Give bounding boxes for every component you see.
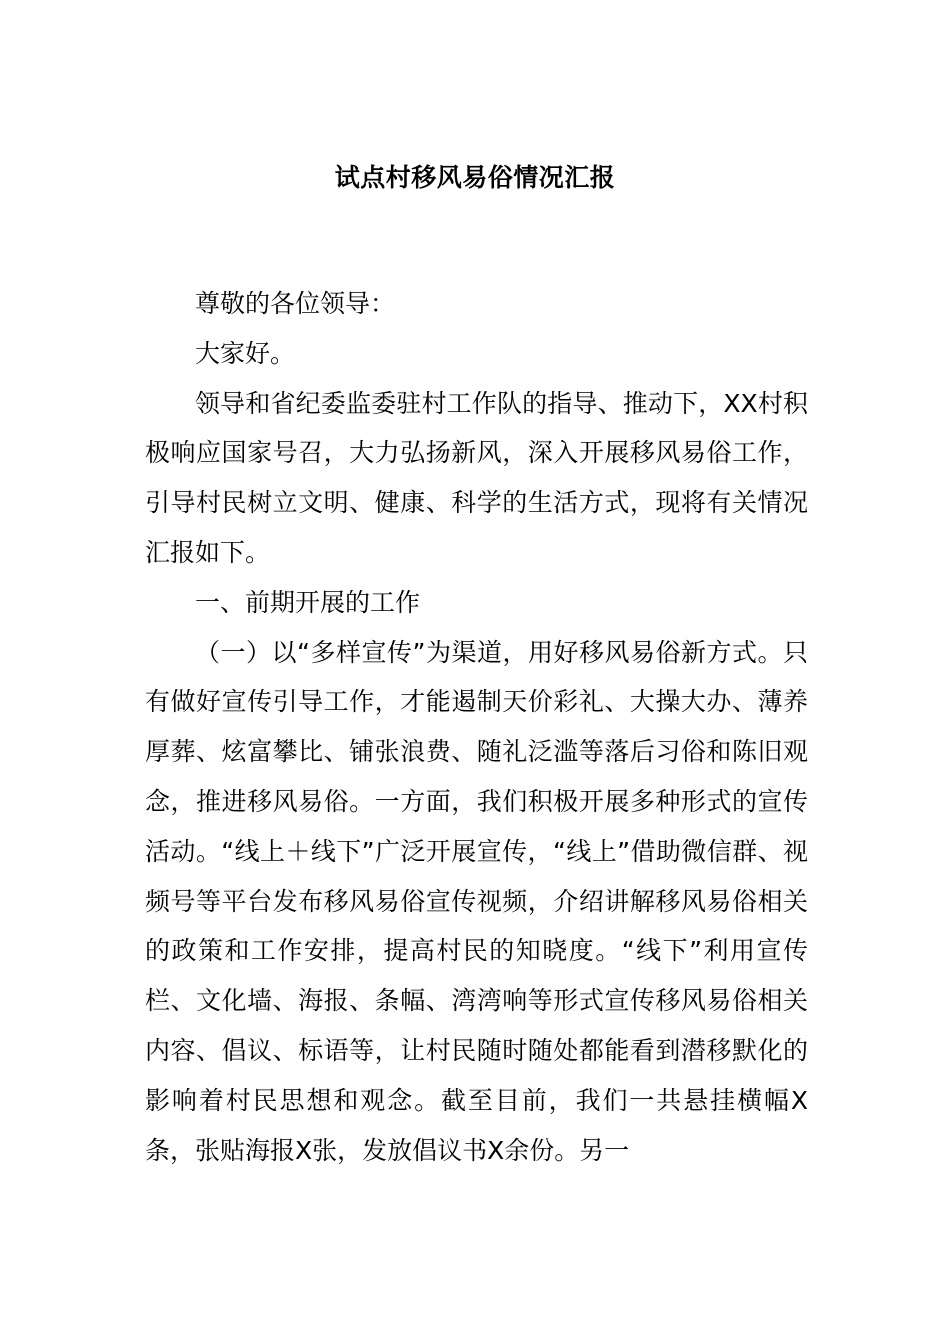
greeting: 大家好。 [195,338,296,368]
document-body [145,279,808,1175]
salutation: 尊敬的各位领导： [195,289,396,318]
intro-paragraph: 领导和省纪委监委驻村工作队的指导、推动下，XX村积极响应国家号召，大力弘扬新风，深入开展移风易俗工作，引导村民树立文明、健康、科学的生活方式，现将有关情况汇报如下。 [145,388,808,567]
section-paragraph: （一）以“多样宣传”为渠道，用好移风易俗新方式。只有做好宣传引导工作，才能遏制天价彩礼、大操大办、薄养厚葬、炫富攀比、铺张浪费、随礼泛滥等落后习俗和陈旧观念，推进移风易俗。一方面，我们积极开展多种形式的宣传活动。“线上＋线下”广泛开展宣传，“线上”借助微信群、视频号等平台发布移风易俗宣传视频，介绍讲解移风易俗相关的政策和工作安排，提高村民的知晓度。“线下”利用宣传栏、文化墙、海报、条幅、湾湾响等形式宣传移风易俗相关内容、倡议、标语等，让村民随时随处都能看到潜移默化的影响着村民思想和观念。截至目前，我们一共悬挂横幅X条，张贴海报X张，发放倡议书X余份。另一 [145,637,808,1165]
section-heading: 一、前期开展的工作 [195,587,421,617]
document-title: 试点村移风易俗情况汇报 [334,163,616,192]
